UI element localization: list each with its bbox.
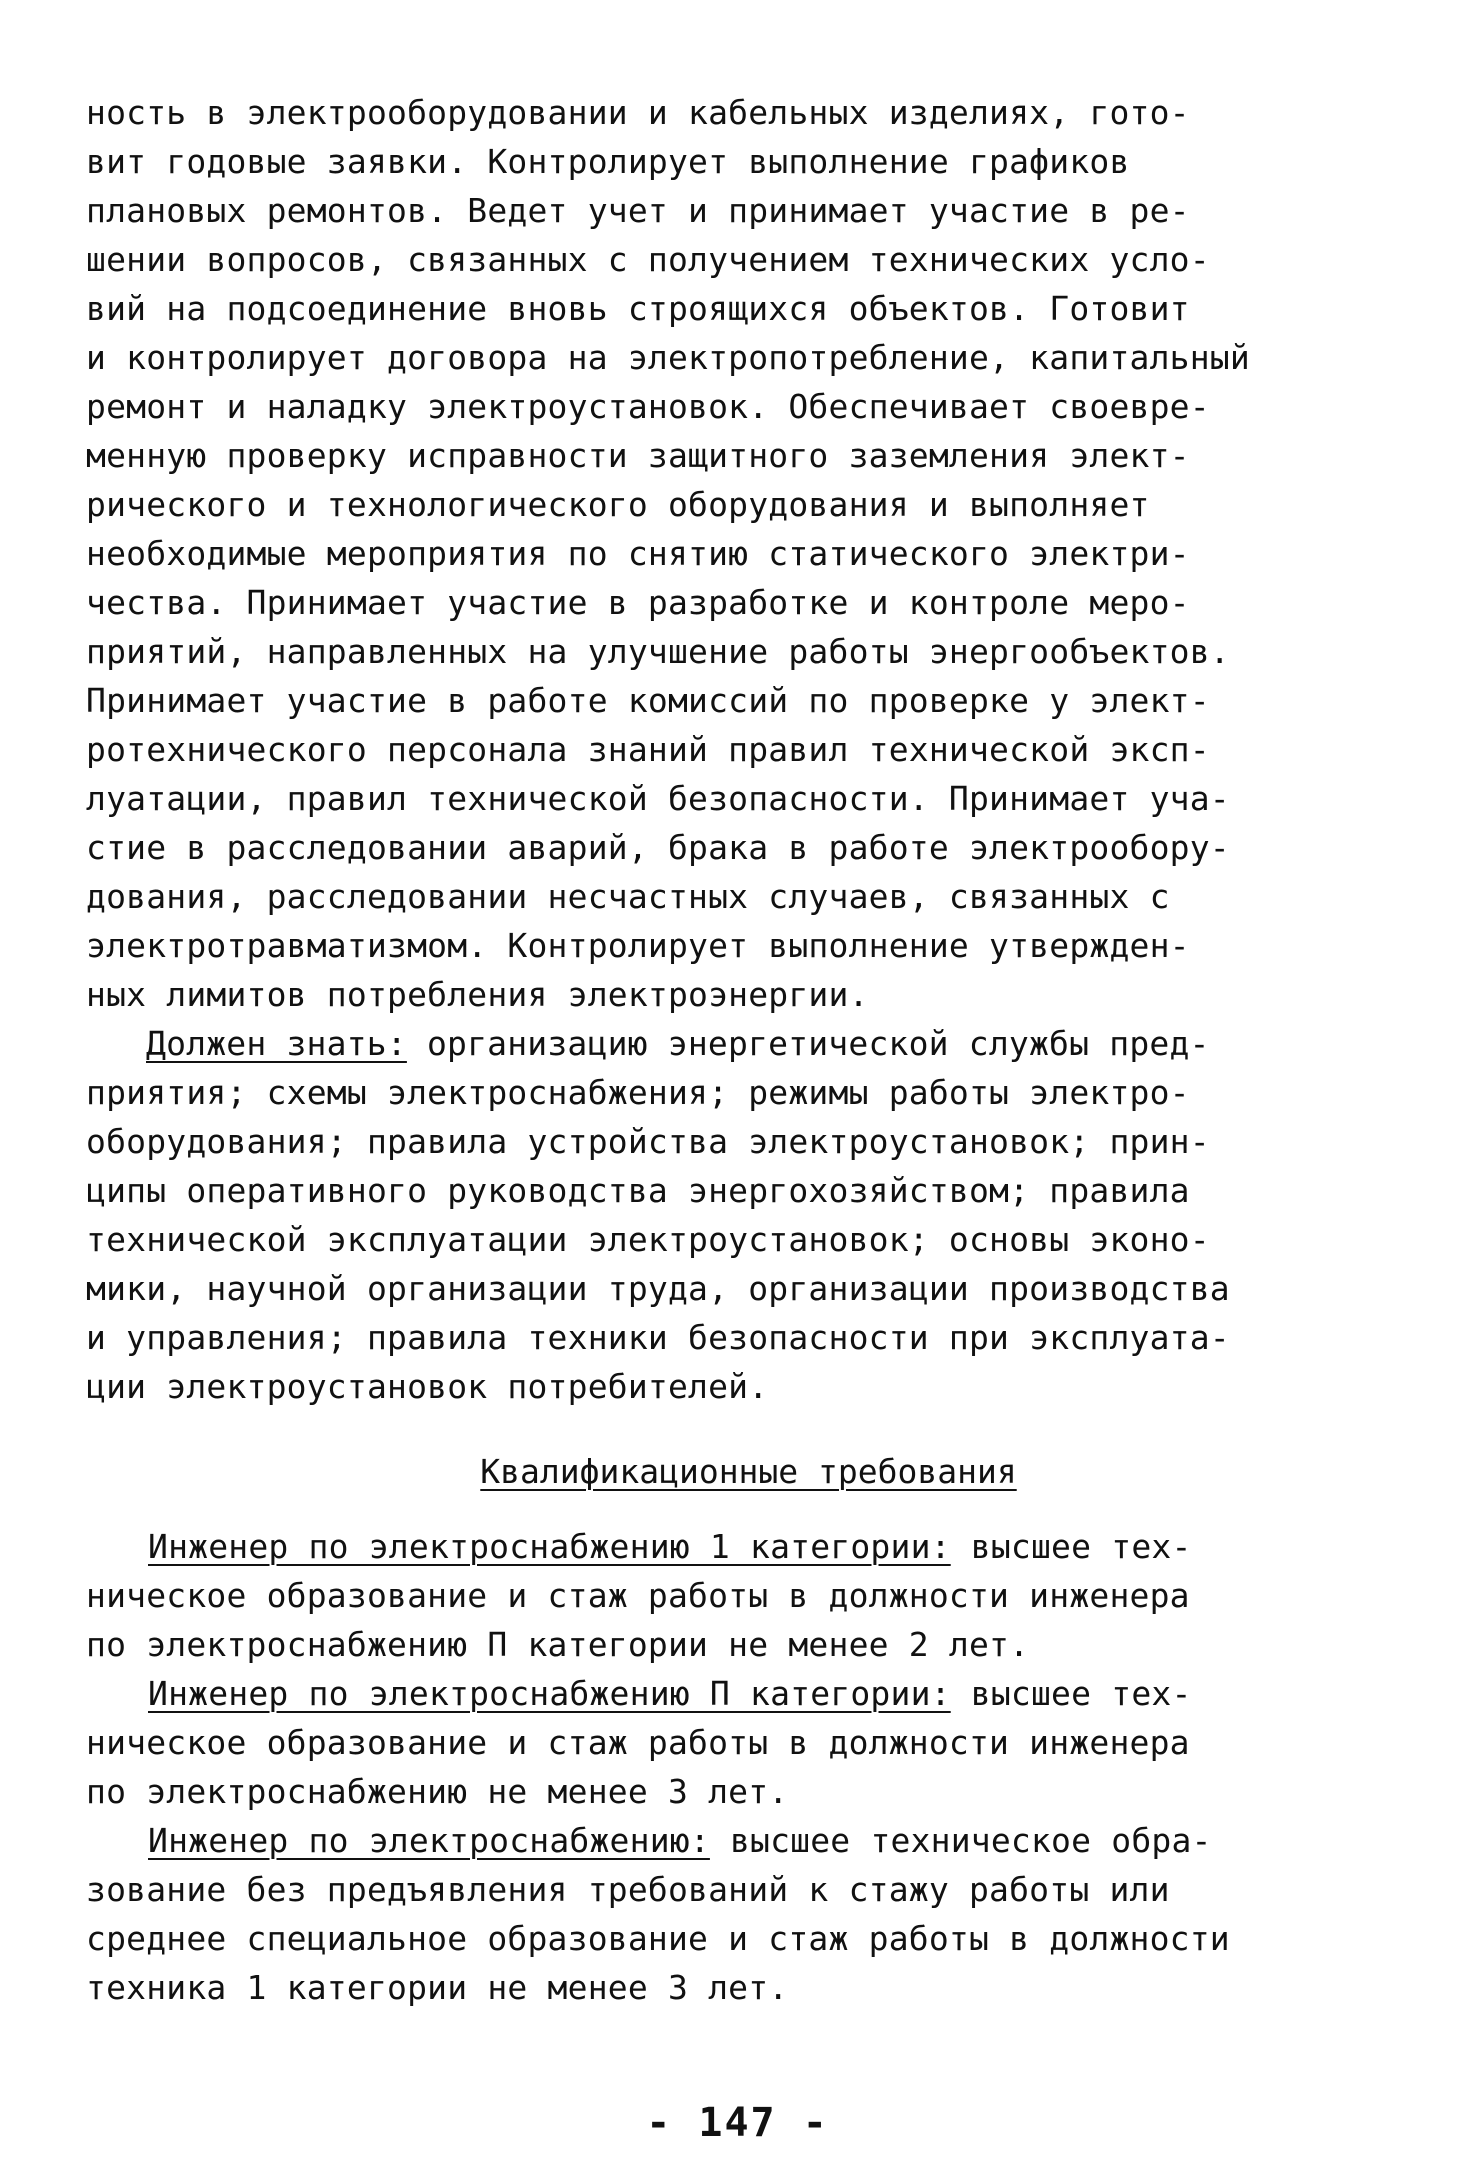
- text-line: и контролирует договора на электропотребление, капитальный: [86, 338, 1250, 377]
- text-line: ническое образование и стаж работы в должности инженера: [86, 1576, 1190, 1615]
- qualification-heading: Квалификационные требования: [480, 1452, 1017, 1491]
- category2-paragraph: [86, 1669, 1411, 1816]
- text-line: [86, 1669, 1411, 1718]
- text-line: стие в расследовании аварий, брака в работе электрообору-: [86, 828, 1230, 867]
- text-line: ническое образование и стаж работы в должности инженера: [86, 1723, 1190, 1762]
- text-line: ных лимитов потребления электроэнергии.: [86, 975, 869, 1014]
- text-line: менную проверку исправности защитного заземления элект-: [86, 436, 1190, 475]
- text-line: приятия; схемы электроснабжения; режимы работы электро-: [86, 1073, 1190, 1112]
- text-line: чества. Принимает участие в разработке и контроле меро-: [86, 583, 1190, 622]
- category1-first-line: высшее тех-: [950, 1527, 1192, 1566]
- text-line: шении вопросов, связанных с получением технических усло-: [86, 240, 1210, 279]
- category2-first-line: высшее тех-: [950, 1674, 1192, 1713]
- text-line: мики, научной организации труда, организации производства: [86, 1269, 1230, 1308]
- text-line: ротехнического персонала знаний правил технической эксп-: [86, 730, 1210, 769]
- text-line: вит годовые заявки. Контролирует выполнение графиков: [86, 142, 1130, 181]
- text-line: ции электроустановок потребителей.: [86, 1367, 769, 1406]
- must-know-first-line: организацию энергетической службы пред-: [406, 1024, 1210, 1063]
- text-line: ность в электрооборудовании и кабельных изделиях, гото-: [86, 93, 1190, 132]
- text-line: по электроснабжению не менее 3 лет.: [86, 1772, 789, 1811]
- text-line: [86, 1019, 1411, 1068]
- page-number: - 147 -: [646, 2100, 829, 2146]
- text-line: технической эксплуатации электроустановок; основы эконо-: [86, 1220, 1210, 1259]
- text-line: необходимые мероприятия по снятию статического электри-: [86, 534, 1190, 573]
- text-line: рического и технологического оборудования и выполняет: [86, 485, 1150, 524]
- must-know-paragraph: [86, 1019, 1411, 1411]
- text-line: по электроснабжению П категории не менее 2 лет.: [86, 1625, 1030, 1664]
- text-line: вий на подсоединение вновь строящихся объектов. Готовит: [86, 289, 1190, 328]
- text-line: техника 1 категории не менее 3 лет.: [86, 1968, 789, 2007]
- text-line: [86, 1816, 1411, 1865]
- text-line: плановых ремонтов. Ведет учет и принимает участие в ре-: [86, 191, 1190, 230]
- section-heading: [86, 1447, 1411, 1496]
- duties-paragraph: [86, 88, 1411, 1019]
- text-line: зование без предъявления требований к стажу работы или: [86, 1870, 1170, 1909]
- text-line: оборудования; правила устройства электроустановок; прин-: [86, 1122, 1210, 1161]
- text-line: среднее специальное образование и стаж работы в должности: [86, 1919, 1230, 1958]
- engineer-first-line: высшее техническое обра-: [709, 1821, 1212, 1860]
- category1-paragraph: [86, 1522, 1411, 1669]
- text-line: луатации, правил технической безопасности. Принимает уча-: [86, 779, 1230, 818]
- category1-label: Инженер по электроснабжению 1 категории:: [148, 1527, 951, 1566]
- text-line: [86, 1522, 1411, 1571]
- engineer-label: Инженер по электроснабжению:: [148, 1821, 710, 1860]
- text-line: Принимает участие в работе комиссий по проверке у элект-: [86, 681, 1210, 720]
- must-know-label: Должен знать:: [146, 1024, 407, 1063]
- engineer-paragraph: [86, 1816, 1411, 2012]
- text-line: приятий, направленных на улучшение работы энергообъектов.: [86, 632, 1230, 671]
- document-page: [86, 88, 1411, 2012]
- category2-label: Инженер по электроснабжению П категории:: [148, 1674, 951, 1713]
- text-line: электротравматизмом. Контролирует выполнение утвержден-: [86, 926, 1190, 965]
- text-line: ципы оперативного руководства энергохозяйством; правила: [86, 1171, 1190, 1210]
- text-line: дования, расследовании несчастных случаев, связанных с: [86, 877, 1170, 916]
- text-line: ремонт и наладку электроустановок. Обеспечивает своевре-: [86, 387, 1210, 426]
- text-line: и управления; правила техники безопасности при эксплуата-: [86, 1318, 1230, 1357]
